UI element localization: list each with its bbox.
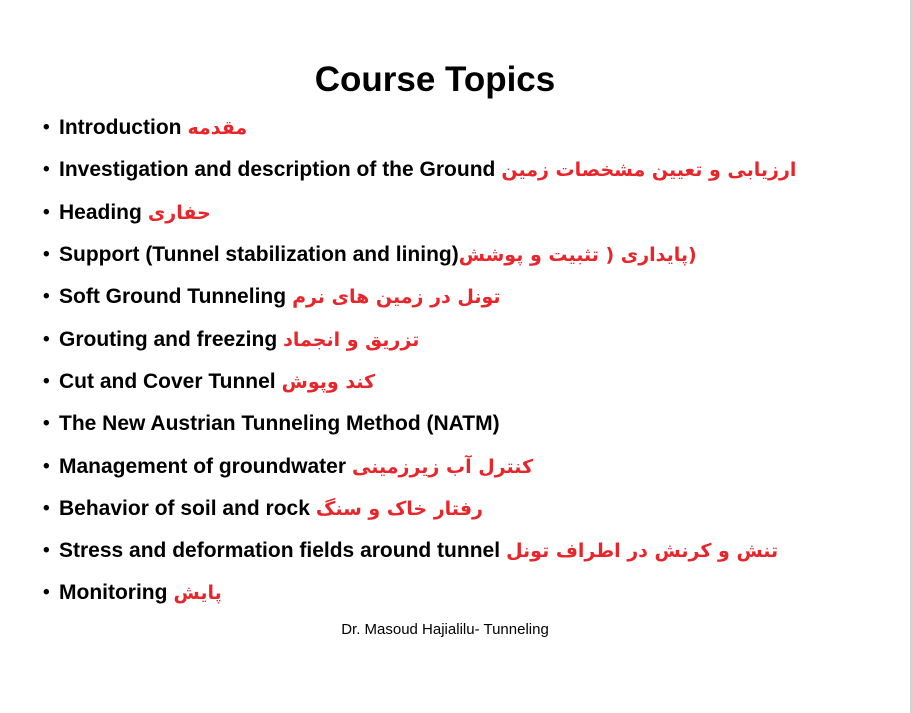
topic-label-fa: ارزیابی و تعیین مشخصات زمین [501,159,797,182]
topic-label-en: Monitoring [59,581,168,605]
topic-label-en: The New Austrian Tunneling Method (NATM) [59,412,500,436]
bullet-icon: • [43,413,50,435]
topic-label-fa: رفتار خاک و سنگ [315,497,483,520]
topic-label-fa: کند وپوش [281,370,376,393]
topic-label-en: Heading [59,200,142,224]
bullet-icon: • [43,540,50,562]
bullet-icon: • [43,582,50,604]
topic-label-en: Grouting and freezing [59,327,278,351]
topic-item-grouting [43,318,796,360]
topic-item-heading [43,192,796,234]
topic-item-introduction [43,107,796,149]
topic-label-en: Soft Ground Tunneling [59,285,287,309]
topic-item-support [43,234,796,276]
bullet-icon: • [43,159,50,181]
bullet-icon: • [43,117,50,139]
bullet-icon: • [43,370,50,392]
topic-label-fa: تنش و کرنش در اطراف تونل [506,540,779,563]
slide-title: Course Topics [314,60,556,99]
topic-label-fa: تزریق و انجماد [283,328,420,351]
topic-list [43,107,796,615]
topic-label-en: Management of groundwater [59,454,347,478]
topic-label-fa: پایش [173,582,222,605]
topic-item-cut-and-cover [43,361,796,403]
bullet-icon: • [43,244,50,266]
bullet-icon: • [43,328,50,350]
topic-label-en: Introduction [59,116,182,140]
bullet-icon: • [43,201,50,223]
bullet-icon: • [43,497,50,519]
topic-label-en: Stress and deformation fields around tunnel [59,539,501,563]
topic-label-fa: حفاری [147,201,211,224]
topic-item-monitoring [43,572,796,614]
topic-item-soil-rock [43,488,796,530]
topic-label-fa: کنترل آب زیرزمینی [352,455,534,478]
topic-item-groundwater [43,445,796,487]
topic-label-fa: تونل در زمین های نرم [292,286,501,309]
topic-item-soft-ground [43,276,796,318]
bullet-icon: • [43,455,50,477]
topic-label-en: Support (Tunnel stabilization and lining) [59,243,459,267]
topic-label-fa: (پایداری ( تثبیت و پوشش [458,244,697,267]
topic-item-stress [43,530,796,572]
topic-item-investigation [43,149,796,191]
bullet-icon: • [43,286,50,308]
topic-item-natm [43,403,796,445]
topic-label-en: Behavior of soil and rock [59,496,310,520]
topic-label-en: Investigation and description of the Ground [59,158,496,182]
topic-label-en: Cut and Cover Tunnel [59,369,276,393]
topic-label-fa: مقدمه [187,117,248,140]
slide-footer: Dr. Masoud Hajialilu- Tunneling [341,621,549,638]
